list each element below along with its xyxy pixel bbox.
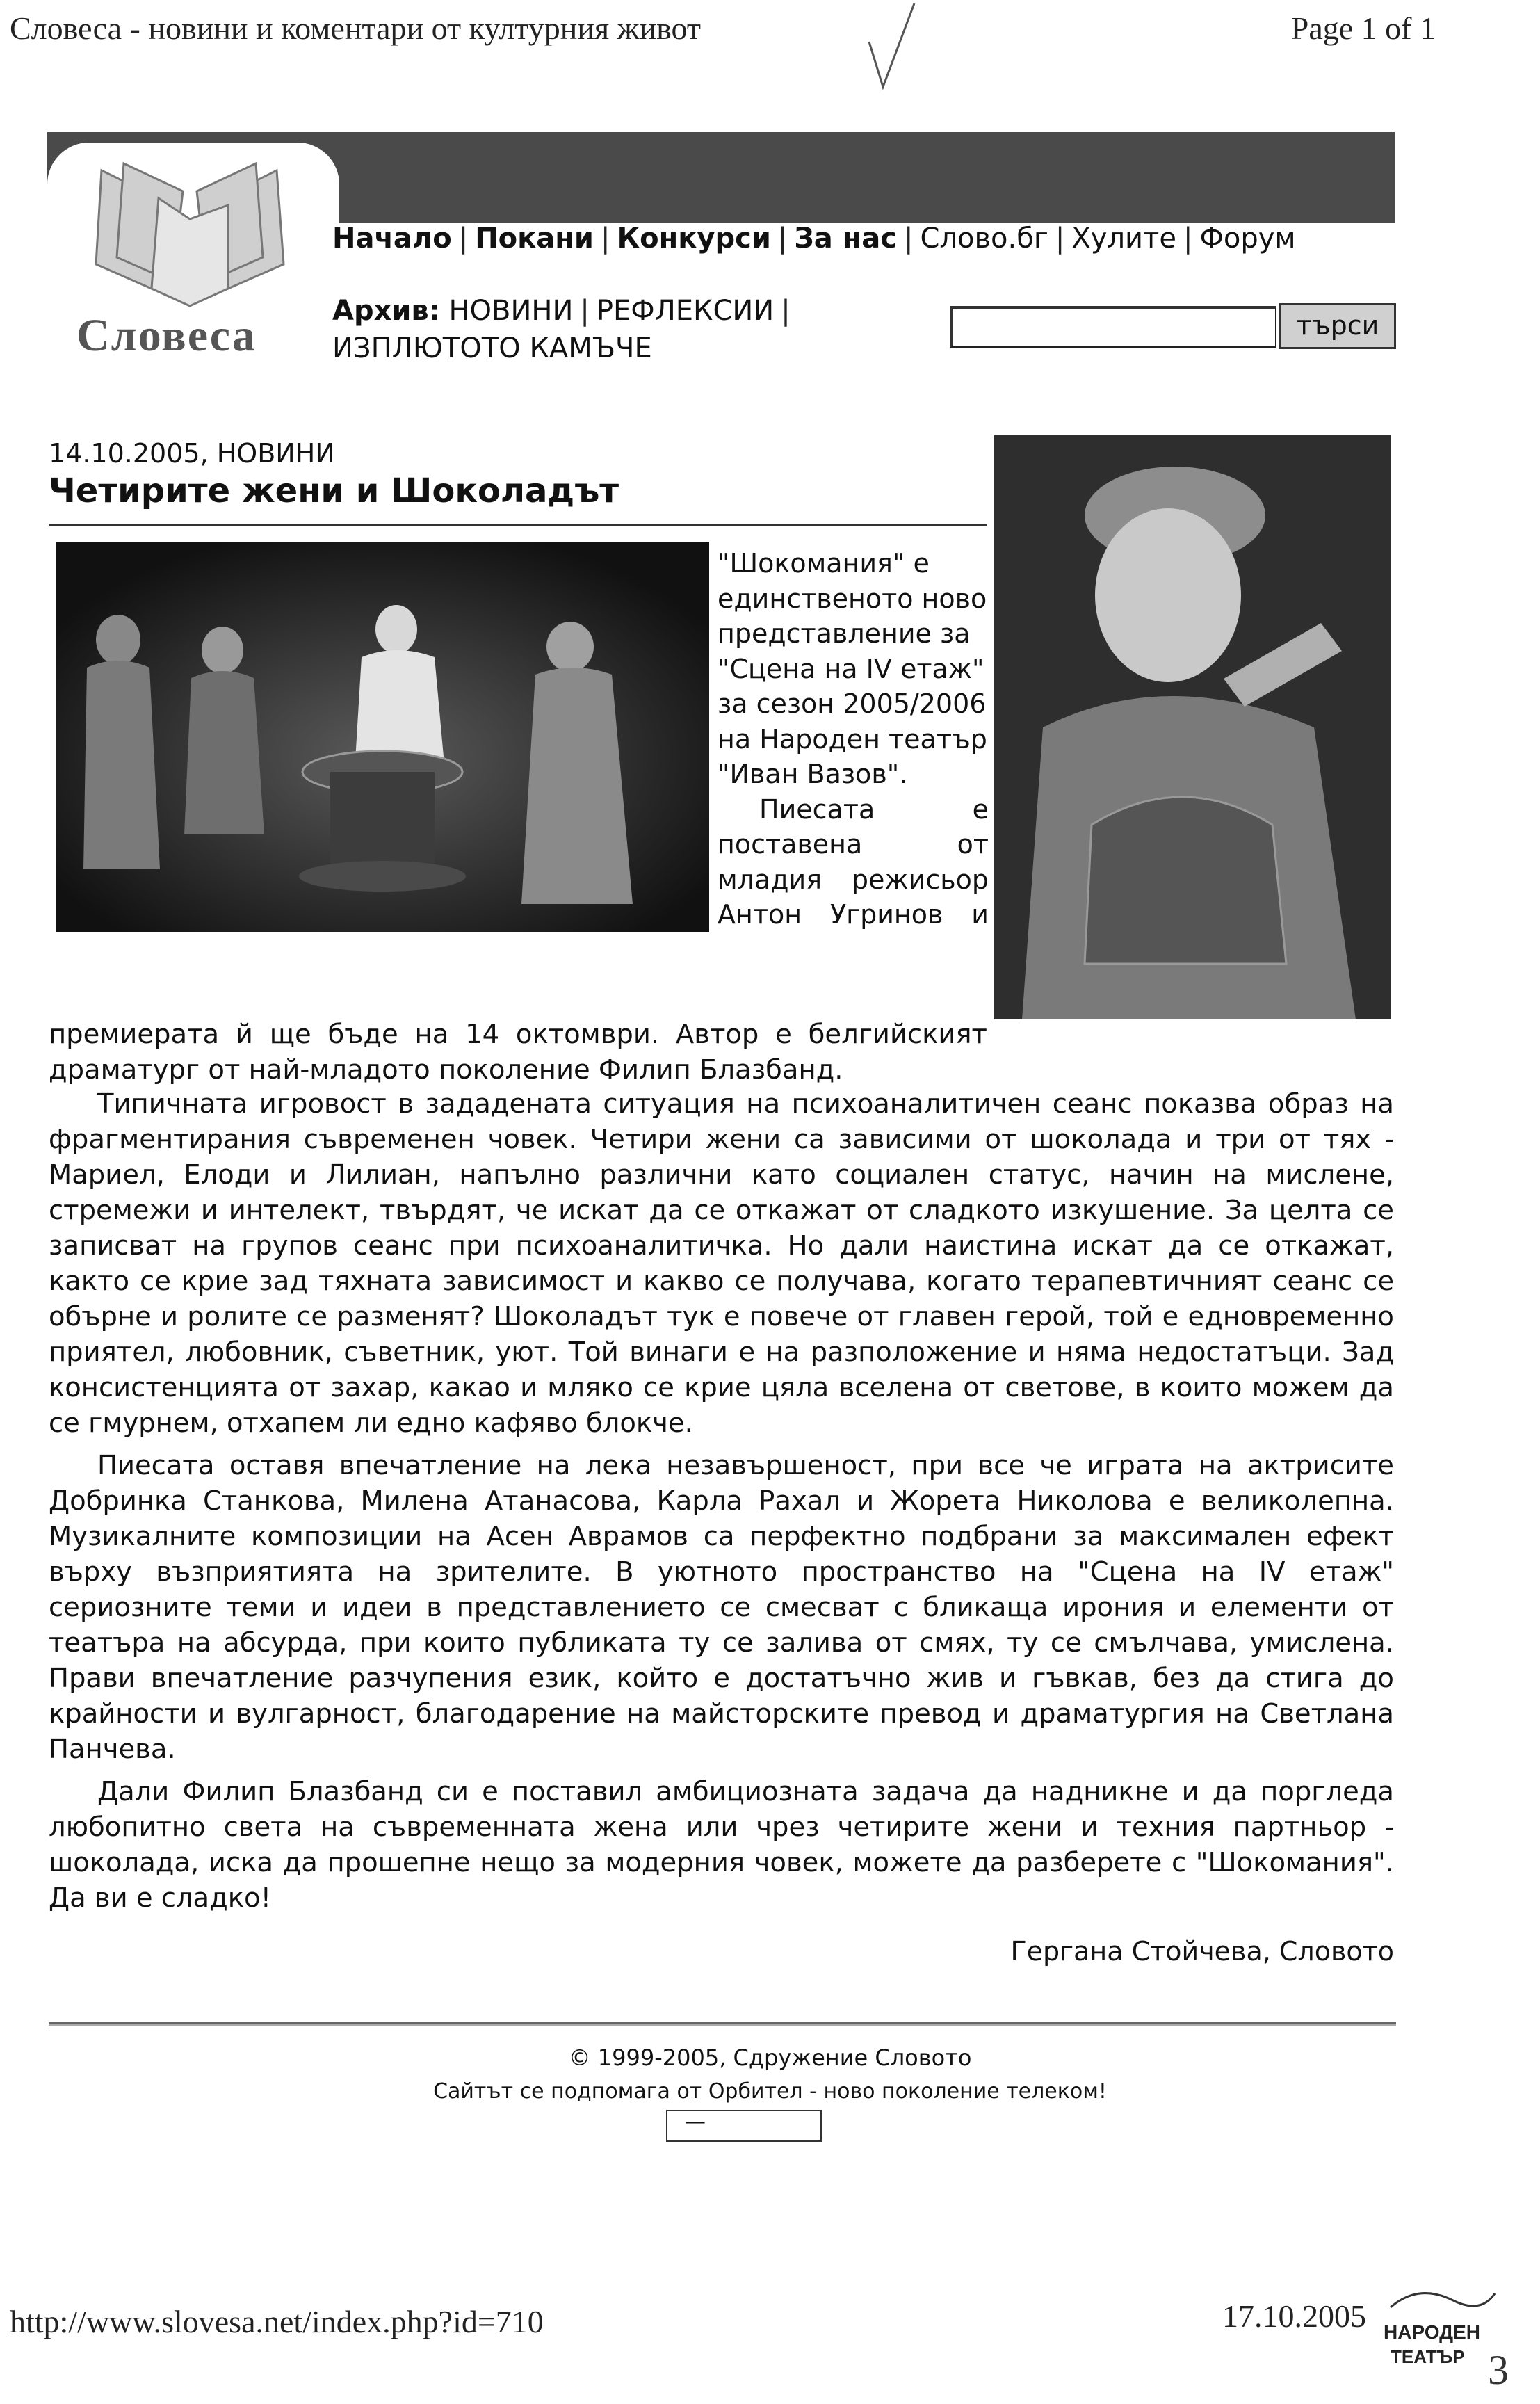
print-header-page: Page 1 of 1 — [1290, 10, 1436, 46]
visitor-counter-value: — — [685, 2110, 706, 2134]
photo-actress-portrait — [994, 435, 1391, 1019]
photo-four-women-scene — [56, 542, 709, 932]
nav-link-invitations[interactable]: Покани — [475, 223, 594, 255]
print-header-title: Словеса - новини и коментари от културния живот — [10, 10, 701, 46]
stamp-line-2: ТЕАТЪР — [1391, 2346, 1465, 2367]
main-navigation: Начало | Покани | Конкурси | За нас | Слово.бг | Хулите | Форум — [332, 223, 1296, 255]
nav-link-slovo-bg[interactable]: Слово.бг — [920, 223, 1048, 255]
article-meta: 14.10.2005, НОВИНИ — [49, 438, 335, 469]
archive-label: Архив: — [332, 295, 440, 327]
article-paragraph-3: Типичната игровост в зададената ситуация на психоаналитичен сеанс показва образ на фрагментирания съвременен човек. Четири жени са зависими от шоколада и три от тях - Мариел, Елоди и Лилиан, напълно различни като социален статус, начин на мислене, стремежи и интелект, твърдят, че искат да се откажат от сладкото изкушение. За целта се записват на групов сеанс при психоаналитичка. Но дали наистина искат да се откажат, както се крие зад тяхната зависимост и какво се получава, когато терапевтичният сеанс се обърне и ролите се разменят? Шоколадът тук е повече от главен герой, той е едновременно приятел, любовник, съветник, уют. Той винаги е на разположение и няма недостатъци. Зад консистенцията от захар, какао и мляко се крие цяла вселена от светове, в които можем да се гмурнем, отхапем ли едно кафяво блокче. — [49, 1088, 1394, 1439]
handwritten-page-number: 3 — [1488, 2347, 1509, 2393]
article-paragraph-2-start-line-4: Антон Угринов и — [718, 899, 989, 930]
nav-link-about[interactable]: За нас — [794, 223, 898, 255]
nav-link-hulite[interactable]: Хулите — [1071, 223, 1176, 255]
article-paragraph-2-start-line-3: младия режисьор — [718, 864, 989, 895]
article-title: Четирите жени и Шоколадът — [49, 471, 619, 510]
article-intro — [718, 546, 989, 933]
theatre-stamp — [1377, 2280, 1516, 2398]
nav-link-forum[interactable]: Форум — [1199, 223, 1296, 255]
archive-link-spat-pebble[interactable]: ИЗПЛЮТОТО КАМЪЧЕ — [332, 332, 652, 364]
article-paragraph-2-start-line-1: Пиесата е — [759, 793, 989, 825]
search-button[interactable]: търси — [1279, 303, 1396, 349]
article-author: Гергана Стойчева, Словото — [1010, 1936, 1394, 1967]
archive-link-news[interactable]: НОВИНИ — [448, 295, 574, 327]
archive-link-reflections[interactable]: РЕФЛЕКСИИ — [596, 295, 775, 327]
handwritten-check-mark — [855, 0, 918, 90]
nav-link-contests[interactable]: Конкурси — [617, 223, 771, 255]
article-paragraph-1: "Шокомания" е единственото ново представление за "Сцена на IV етаж" за сезон 2005/2006 на Народен театър "Иван Вазов". — [718, 548, 987, 789]
article-body-main — [49, 1086, 1394, 1916]
stamp-line-1: НАРОДЕН — [1384, 2321, 1481, 2343]
print-footer-url: http://www.slovesa.net/index.php?id=710 — [10, 2304, 544, 2339]
archive-navigation: Архив: НОВИНИ | РЕФЛЕКСИИ | ИЗПЛЮТОТО КАМЪЧЕ — [332, 295, 791, 364]
article-paragraph-4: Пиесата оставя впечатление на лека незавършеност, при все че играта на актрисите Добринка Станкова, Милена Атанасова, Карла Рахал и Жорета Николова е великолепна. Музикалните композиции на Асен Аврамов са перфектно подбрани за максимален ефект върху възприятията на зрителите. В уютното пространство на "Сцена на IV етаж" сериозните теми и идеи в представлението се смесват с бликаща ирония и елементи от театъра на абсурда, при които публиката ту се залива от смях, ту се смълчава, умислена. Прави впечатление разчупения език, който е достатъчно жив и гъвкав, без да стига до крайности и вулгарност, благодарение на майсторските превод и драматургия на Светлана Панчева. — [49, 1450, 1394, 1765]
footer-divider — [49, 2022, 1396, 2026]
article-paragraph-2-start-line-2: поставена от — [718, 829, 989, 860]
article-paragraph-5: Дали Филип Блазбанд си е поставил амбициозната задача да надникне и да поргледа любопитно света на съвременната жена или чрез четирите жени и техния партньор - шоколада, иска да прошепне нещо за модерния човек, можете да разберете с "Шокомания". Да ви е сладко! — [49, 1776, 1394, 1914]
footer-copyright: © 1999-2005, Сдружение Словото — [568, 2044, 972, 2071]
article-paragraph-2-continued: премиерата й ще бъде на 14 октомври. Автор е белгийският драматург от най-младото поколение Филип Блазбанд. — [49, 1019, 987, 1086]
footer-sponsor[interactable]: Сайтът се подпомага от Орбител - ново поколение телеком! — [433, 2079, 1107, 2104]
search-input[interactable] — [950, 306, 1276, 348]
site-logo-text: Словеса — [76, 310, 257, 361]
print-footer-date: 17.10.2005 — [1222, 2298, 1366, 2334]
title-divider — [49, 524, 987, 526]
nav-link-home[interactable]: Начало — [332, 223, 452, 255]
